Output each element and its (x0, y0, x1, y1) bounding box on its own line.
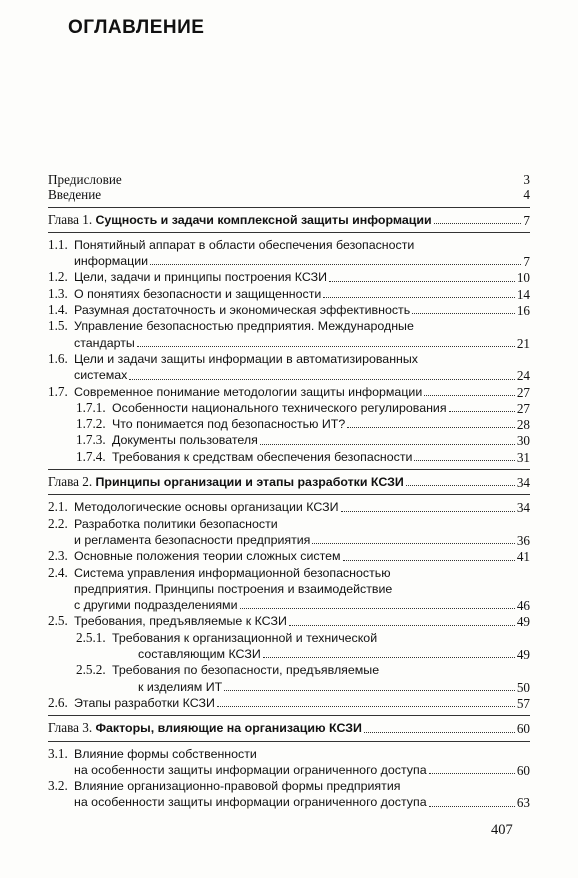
entry-title (48, 532, 310, 548)
dot-leader (263, 657, 515, 658)
entry-number: 3.1. (48, 745, 68, 761)
entry-page: 31 (516, 449, 530, 465)
entry-page: 7 (523, 254, 530, 270)
entry-text: предприятия. Принципы построения и взаимодействие (74, 581, 393, 596)
entry-text: Понятийный аппарат в области обеспечения безопасности (74, 237, 415, 252)
entry-page: 4 (523, 187, 530, 203)
entry-page: 41 (516, 549, 530, 565)
entry-text: Цели, задачи и принципы построения КСЗИ (74, 270, 328, 285)
entry-title (48, 516, 278, 532)
entry-title (48, 187, 101, 202)
entry-text: системах (74, 368, 128, 383)
dot-leader (312, 543, 514, 544)
entry-text: на особенности защиты информации ограниченного доступа (74, 795, 427, 810)
toc-entry[interactable] (48, 794, 530, 810)
entry-page: 27 (516, 384, 530, 400)
toc-entry[interactable] (48, 335, 530, 351)
entry-text: Требования к средствам обеспечения безопасности (112, 449, 413, 464)
entry-text: Требования по безопасности, предъявляемые (112, 663, 380, 678)
entry-title (48, 212, 432, 228)
toc-entry[interactable] (48, 384, 530, 400)
entry-number: 2.5.1. (76, 629, 106, 645)
entry-title (76, 679, 222, 695)
entry-number: 2.2. (48, 515, 68, 531)
entry-text: Методологические основы организации КСЗИ (74, 500, 339, 515)
entry-title (48, 269, 327, 285)
entry-number: 2.6. (48, 694, 68, 710)
dot-leader (449, 411, 515, 412)
entry-page: 50 (516, 679, 530, 695)
dot-leader (343, 560, 515, 561)
entry-title (48, 720, 362, 736)
entry-number: 1.5. (48, 318, 68, 334)
entry-page: 27 (516, 400, 530, 416)
toc-entry[interactable] (48, 367, 530, 383)
entry-title (48, 318, 414, 334)
page-number: 407 (491, 822, 513, 838)
entry-number: 1.1. (48, 236, 68, 252)
dot-leader (137, 346, 515, 347)
toc-entry-continuation[interactable] (48, 581, 530, 597)
entry-page: 3 (523, 172, 530, 187)
toc-chapter[interactable] (48, 212, 530, 228)
entry-text: Разумная достаточность и экономическая эффективность (74, 303, 411, 318)
entry-page: 7 (523, 212, 530, 228)
dot-leader (260, 444, 515, 445)
entry-title (48, 367, 127, 383)
dot-leader (412, 313, 515, 314)
entry-number: 2.5. (48, 613, 68, 629)
entry-text: Требования к организационной и технической (112, 630, 378, 645)
toc-entry[interactable] (48, 400, 530, 416)
toc-entry[interactable] (48, 416, 530, 432)
entry-page: 60 (516, 762, 530, 778)
entry-title (76, 432, 258, 448)
entry-page: 63 (516, 795, 530, 811)
entry-title (48, 548, 341, 564)
entry-title (76, 662, 379, 678)
dot-leader (129, 379, 514, 380)
entry-text: Требования, предъявляемые к КСЗИ (74, 614, 287, 629)
entry-page: 60 (516, 721, 530, 737)
dot-leader (150, 264, 521, 265)
entry-title (76, 646, 261, 662)
toc-chapter[interactable] (48, 474, 530, 490)
entry-page: 49 (516, 614, 530, 630)
toc-entry-continuation[interactable] (48, 662, 530, 678)
table-of-contents (48, 172, 530, 811)
entry-page: 30 (516, 433, 530, 449)
divider (48, 469, 530, 470)
entry-text: Влияние организационно-правовой формы предприятия (74, 779, 401, 794)
toc-entry[interactable] (48, 432, 530, 448)
entry-page: 34 (516, 500, 530, 516)
entry-page: 34 (516, 475, 530, 491)
toc-entry-front[interactable] (48, 187, 530, 202)
entry-number: 1.4. (48, 302, 68, 318)
entry-title (48, 695, 215, 711)
chapter-prefix: Глава 1. (48, 211, 93, 227)
entry-title (48, 597, 238, 613)
entry-number: 1.2. (48, 269, 68, 285)
dot-leader (406, 485, 515, 486)
toc-entry[interactable] (48, 695, 530, 711)
dot-leader (414, 460, 514, 461)
dot-leader (289, 625, 515, 626)
entry-text: Система управления информационной безопасностью (74, 565, 391, 580)
toc-entry[interactable] (48, 532, 530, 548)
entry-text: Цели и задачи защиты информации в автоматизированных (74, 351, 418, 366)
page-heading: ОГЛАВЛЕНИЕ (68, 17, 205, 38)
chapter-prefix: Глава 3. (48, 720, 93, 736)
toc-entry[interactable] (48, 679, 530, 695)
dot-leader (341, 511, 515, 512)
entry-page: 57 (516, 695, 530, 711)
dot-leader (323, 297, 514, 298)
entry-text: Этапы разработки КСЗИ (74, 695, 215, 710)
entry-title (48, 762, 427, 778)
toc-entry[interactable] (48, 269, 530, 285)
entry-page: 49 (516, 647, 530, 663)
entry-text: на особенности защиты информации ограниченного доступа (74, 762, 427, 777)
entry-page: 36 (516, 532, 530, 548)
entry-title (76, 449, 412, 465)
chapter-title: Принципы организации и этапы разработки КСЗИ (95, 475, 404, 490)
toc-entry[interactable] (48, 286, 530, 302)
entry-text: Что понимается под безопасностью ИТ? (112, 417, 346, 432)
toc-entry-continuation[interactable] (48, 746, 530, 762)
entry-title (48, 778, 400, 794)
entry-text: и регламента безопасности предприятия (74, 532, 311, 547)
entry-title (76, 400, 447, 416)
entry-text: Влияние формы собственности (74, 746, 257, 761)
dot-leader (217, 706, 515, 707)
entry-title (48, 302, 410, 318)
entry-text: Документы пользователя (112, 433, 258, 448)
dot-leader (347, 427, 515, 428)
divider (48, 207, 530, 208)
entry-text: стандарты (74, 335, 135, 350)
entry-number: 1.7.2. (76, 416, 106, 432)
toc-entry[interactable] (48, 253, 530, 269)
entry-number: 2.5.2. (76, 662, 106, 678)
toc-entry[interactable] (48, 302, 530, 318)
entry-page: 28 (516, 417, 530, 433)
entry-number: 2.4. (48, 564, 68, 580)
entry-text: Управление безопасностью предприятия. Международные (74, 319, 414, 334)
divider (48, 494, 530, 495)
entry-title (48, 351, 418, 367)
divider (48, 715, 530, 716)
chapter-title: Факторы, влияющие на организацию КСЗИ (95, 721, 362, 736)
entry-page: 14 (516, 286, 530, 302)
entry-title (48, 286, 321, 302)
entry-title (48, 335, 135, 351)
entry-page: 24 (516, 368, 530, 384)
entry-title (48, 581, 392, 597)
toc-entry-continuation[interactable] (48, 351, 530, 367)
dot-leader (424, 395, 515, 396)
entry-text: Разработка политики безопасности (74, 516, 278, 531)
toc-entry[interactable] (48, 613, 530, 629)
entry-title (48, 474, 404, 490)
toc-entry[interactable] (48, 548, 530, 564)
entry-text: с другими подразделениями (74, 598, 238, 613)
toc-entry-continuation[interactable] (48, 516, 530, 532)
entry-title (48, 172, 122, 187)
toc-entry-continuation[interactable] (48, 565, 530, 581)
entry-text: Особенности национального технического регулирования (112, 400, 447, 415)
toc-entry-front[interactable] (48, 172, 530, 187)
toc-entry[interactable] (48, 646, 530, 662)
entry-number: 1.7. (48, 383, 68, 399)
entry-title (76, 416, 345, 432)
entry-title (48, 499, 339, 515)
toc-entry-continuation[interactable] (48, 318, 530, 334)
entry-text: О понятиях безопасности и защищенности (74, 286, 322, 301)
entry-number: 2.1. (48, 499, 68, 515)
entry-page: 21 (516, 335, 530, 351)
entry-text: Основные положения теории сложных систем (74, 549, 341, 564)
entry-number: 1.7.1. (76, 399, 106, 415)
dot-leader (364, 732, 515, 733)
entry-number: 1.7.3. (76, 432, 106, 448)
entry-title (48, 794, 427, 810)
entry-number: 2.3. (48, 548, 68, 564)
entry-title (48, 613, 287, 629)
toc-entry[interactable] (48, 449, 530, 465)
toc-entry[interactable] (48, 597, 530, 613)
entry-number: 3.2. (48, 778, 68, 794)
entry-title (48, 253, 148, 269)
entry-title (76, 630, 377, 646)
toc-entry-continuation[interactable] (48, 778, 530, 794)
entry-number: 1.7.4. (76, 448, 106, 464)
entry-text: Современное понимание методологии защиты информации (74, 384, 423, 399)
toc-entry-continuation[interactable] (48, 630, 530, 646)
entry-title (48, 237, 414, 253)
toc-chapter[interactable] (48, 720, 530, 736)
entry-page: 46 (516, 598, 530, 614)
entry-title (48, 746, 257, 762)
entry-page: 10 (516, 270, 530, 286)
dot-leader (240, 608, 515, 609)
dot-leader (434, 223, 522, 224)
divider (48, 741, 530, 742)
front-matter-title: Введение (48, 187, 102, 203)
front-matter-title: Предисловие (48, 172, 122, 187)
dot-leader (224, 690, 515, 691)
chapter-prefix: Глава 2. (48, 474, 93, 490)
toc-entry[interactable] (48, 762, 530, 778)
divider (48, 232, 530, 233)
entry-text: к изделиям ИТ (138, 679, 223, 694)
entry-number: 1.6. (48, 350, 68, 366)
entry-text: составляющим КСЗИ (138, 647, 261, 662)
dot-leader (429, 773, 515, 774)
entry-number: 1.3. (48, 285, 68, 301)
dot-leader (329, 281, 515, 282)
dot-leader (429, 806, 515, 807)
entry-title (48, 384, 422, 400)
toc-entry-continuation[interactable] (48, 237, 530, 253)
entry-page: 16 (516, 303, 530, 319)
toc-entry[interactable] (48, 499, 530, 515)
chapter-title: Сущность и задачи комплексной защиты информации (95, 212, 432, 227)
entry-text: информации (74, 254, 149, 269)
entry-title (48, 565, 391, 581)
